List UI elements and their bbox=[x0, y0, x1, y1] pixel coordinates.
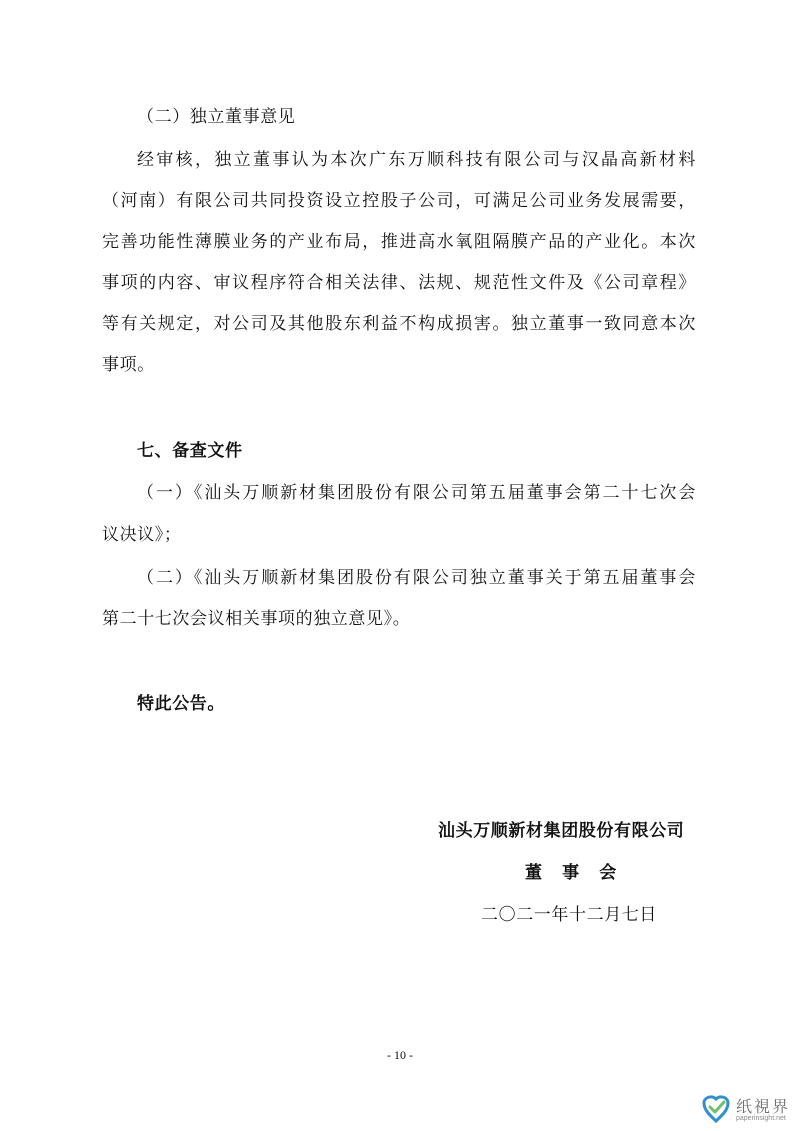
opinion-heading: （二）独立董事意见 bbox=[137, 107, 296, 127]
docs-item1-line-1: （一）《汕头万顺新材集团股份有限公司第五届董事会第二十七次会 bbox=[137, 483, 696, 503]
watermark-url: paperinsight.net bbox=[736, 1115, 786, 1122]
opinion-line-3: 完善功能性薄膜业务的产业布局，推进高水氧阻隔膜产品的产业化。本次 bbox=[102, 232, 696, 252]
docs-item1-line-2: 议决议》； bbox=[102, 525, 182, 545]
page-number: - 10 - bbox=[387, 1048, 413, 1062]
watermark-brand: 纸視界 bbox=[736, 1097, 791, 1116]
opinion-line-2: （河南）有限公司共同投资设立控股子公司，可满足公司业务发展需要， bbox=[102, 191, 696, 211]
closing-text: 特此公告。 bbox=[137, 694, 225, 714]
opinion-line-1: 经审核，独立董事认为本次广东万顺科技有限公司与汉晶高新材料 bbox=[137, 150, 696, 170]
opinion-line-5: 等有关规定，对公司及其他股东利益不构成损害。独立董事一致同意本次 bbox=[102, 314, 696, 334]
signature-company: 汕头万顺新材集团股份有限公司 bbox=[438, 821, 685, 841]
watermark bbox=[700, 1093, 796, 1127]
signature-board: 董 事 会 bbox=[525, 863, 617, 883]
signature-date: 二〇二一年十二月七日 bbox=[481, 905, 657, 925]
docs-item2-line-2: 第二十七次会议相关事项的独立意见》。 bbox=[102, 609, 411, 629]
opinion-line-4: 事项的内容、审议程序符合相关法律、法规、规范性文件及《公司章程》 bbox=[102, 273, 696, 293]
docs-heading: 七、备查文件 bbox=[137, 441, 243, 461]
docs-item2-line-1: （二）《汕头万顺新材集团股份有限公司独立董事关于第五届董事会 bbox=[137, 568, 696, 588]
brand-logo-icon bbox=[700, 1093, 732, 1125]
opinion-line-6: 事项。 bbox=[102, 355, 155, 375]
